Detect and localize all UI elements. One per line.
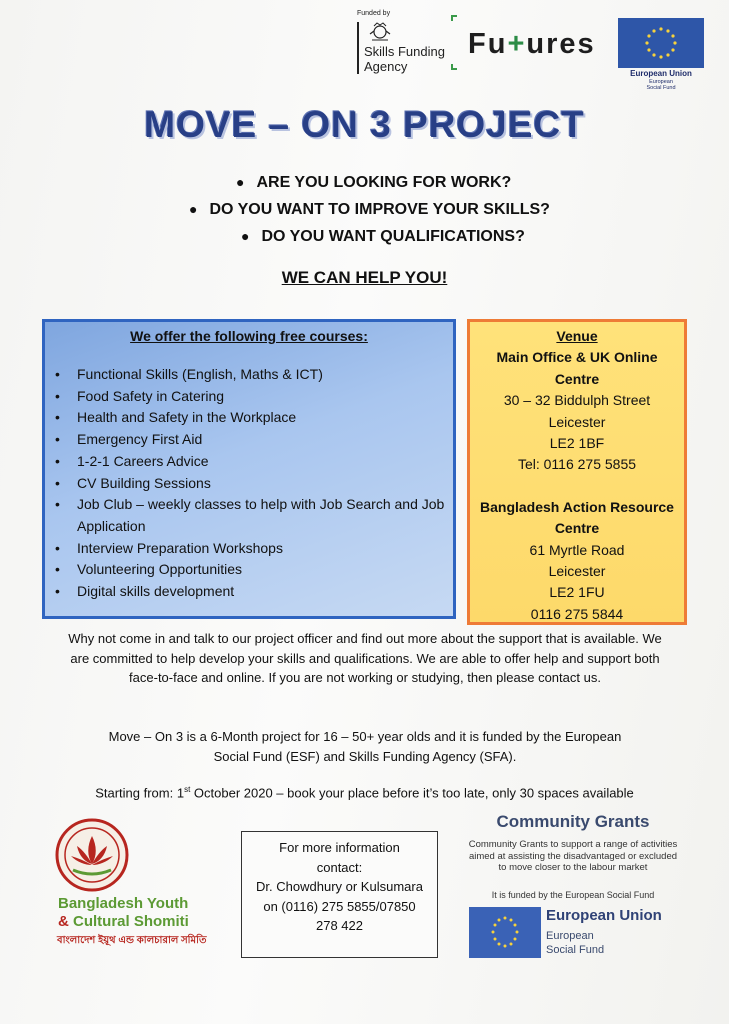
course-item: • Job Club – weekly classes to help with Job Search and Job Application <box>53 494 453 537</box>
eu-flag-icon <box>469 907 541 958</box>
page-title: MOVE – ON 3 PROJECT <box>144 104 585 145</box>
office2-name-line2: Centre <box>554 520 600 537</box>
futures-logo <box>468 28 596 61</box>
course-item: • Digital skills development <box>53 581 453 603</box>
eu2-sub-line1: European <box>546 930 594 942</box>
eu-flag-icon <box>618 18 704 68</box>
office1-postcode: LE2 1BF <box>549 435 605 452</box>
office2-city: Leicester <box>548 563 606 580</box>
funded-by-label: Funded by <box>357 10 391 17</box>
office2-postcode: LE2 1FU <box>549 584 605 601</box>
course-item: • CV Building Sessions <box>53 473 453 495</box>
cg-desc-line3: to move closer to the labour market <box>498 862 648 873</box>
contact-line5: 278 422 <box>316 918 363 933</box>
community-grants-title: Community Grants <box>496 812 650 831</box>
futures-right: ures <box>526 28 596 60</box>
bullet-icon: ● <box>189 201 198 217</box>
office1-name-line2: Centre <box>554 370 600 387</box>
sfa-line1: Skills Funding <box>364 44 445 59</box>
shomiti-bangla-name: বাংলাদেশ ইয়ূথ এন্ড কালচারাল সমিতি <box>57 935 207 946</box>
eu-sub-line1: European <box>649 79 673 85</box>
start-suffix: October 2020 – book your place before it’s too late, only 30 spaces available <box>190 785 634 801</box>
question-text: DO YOU WANT QUALIFICATIONS? <box>261 228 525 245</box>
course-item: • Food Safety in Catering <box>53 386 453 408</box>
office2-tel: 0116 275 5844 <box>530 605 624 622</box>
community-grants-description <box>455 839 691 874</box>
course-item: • Functional Skills (English, Maths & ICT) <box>53 364 453 386</box>
shomiti-name <box>58 895 189 931</box>
courses-title: We offer the following free courses: <box>130 328 368 344</box>
course-item: • Emergency First Aid <box>53 429 453 451</box>
venue-box <box>467 319 687 625</box>
contact-line1: For more information <box>279 840 400 855</box>
contact-details <box>242 838 437 936</box>
shomiti-line2-text: Cultural Shomiti <box>68 913 189 930</box>
course-item: • Volunteering Opportunities <box>53 559 453 581</box>
contact-line2: contact: <box>316 859 363 875</box>
start-sup: st <box>184 785 191 794</box>
office2-name-line1: Bangladesh Action Resource <box>480 498 674 515</box>
contact-box <box>241 831 438 958</box>
eu-logo-sub <box>614 79 708 91</box>
contact-line4: on (0116) 275 5855/07850 <box>263 898 416 914</box>
eu2-sub-line2: Social Fund <box>546 944 605 956</box>
course-item: • Health and Safety in the Workplace <box>53 407 453 429</box>
futures-bracket-top <box>451 15 457 21</box>
eu-logo-name: European Union <box>630 69 692 78</box>
futures-plus: + <box>507 28 527 60</box>
contact-line3: Dr. Chowdhury or Kulsumara <box>256 879 423 894</box>
bullet-icon: ● <box>241 228 250 244</box>
shomiti-amp: & <box>58 913 69 930</box>
sfa-logo-text <box>364 44 445 74</box>
venue-details <box>470 326 684 625</box>
course-item: • Interview Preparation Workshops <box>53 538 453 560</box>
sfa-divider <box>357 22 359 74</box>
office1-street: 30 – 32 Biddulph Street <box>503 392 651 409</box>
eu-logo-name: European Union <box>546 907 662 924</box>
question-text: ARE YOU LOOKING FOR WORK? <box>256 174 512 191</box>
venue-heading: Venue <box>556 328 598 344</box>
shomiti-line2 <box>58 913 189 931</box>
eu-logo-sub <box>546 929 604 957</box>
question-3 <box>241 228 525 246</box>
start-date-line <box>0 785 729 800</box>
lotus-emblem-icon <box>55 818 129 892</box>
intro-paragraph: Why not come in and talk to our project officer and find out more about the support that is available. We are committed to help develop your skills and qualifications. We are able to offer help and support both face-to-face and online. If you are not working or studying, then please contact us. <box>68 631 662 685</box>
royal-crest-icon <box>368 22 392 42</box>
shomiti-line1: Bangladesh Youth <box>58 895 189 912</box>
courses-box <box>42 319 456 619</box>
question-2 <box>189 201 550 219</box>
question-1 <box>236 174 511 192</box>
cg-desc-line2: aimed at assisting the disadvantaged or excluded <box>468 850 678 862</box>
futures-bracket-bottom <box>451 64 457 70</box>
office2-street: 61 Myrtle Road <box>529 541 625 558</box>
sfa-line2: Agency <box>364 59 408 74</box>
office1-name-line1: Main Office & UK Online <box>496 349 658 366</box>
office1-tel: Tel: 0116 275 5855 <box>517 456 637 473</box>
office1-city: Leicester <box>548 413 606 430</box>
eu-sub-line2: Social Fund <box>646 85 676 91</box>
venue-gap <box>470 476 684 497</box>
futures-left: Fu <box>468 28 508 60</box>
community-grants-funded: It is funded by the European Social Fund <box>491 890 655 900</box>
help-line: WE CAN HELP YOU! <box>281 268 448 287</box>
bullet-icon: ● <box>236 174 245 190</box>
course-list <box>53 364 453 603</box>
course-item: • 1-2-1 Careers Advice <box>53 451 453 473</box>
question-text: DO YOU WANT TO IMPROVE YOUR SKILLS? <box>209 201 550 218</box>
cg-desc-line1: Community Grants to support a range of activities <box>468 839 678 850</box>
start-prefix: Starting from: 1 <box>95 785 185 801</box>
funding-paragraph: Move – On 3 is a 6-Month project for 16 – 50+ year olds and it is funded by the European Social Fund (ESF) and Skills Funding Agency (SFA). <box>108 729 622 764</box>
